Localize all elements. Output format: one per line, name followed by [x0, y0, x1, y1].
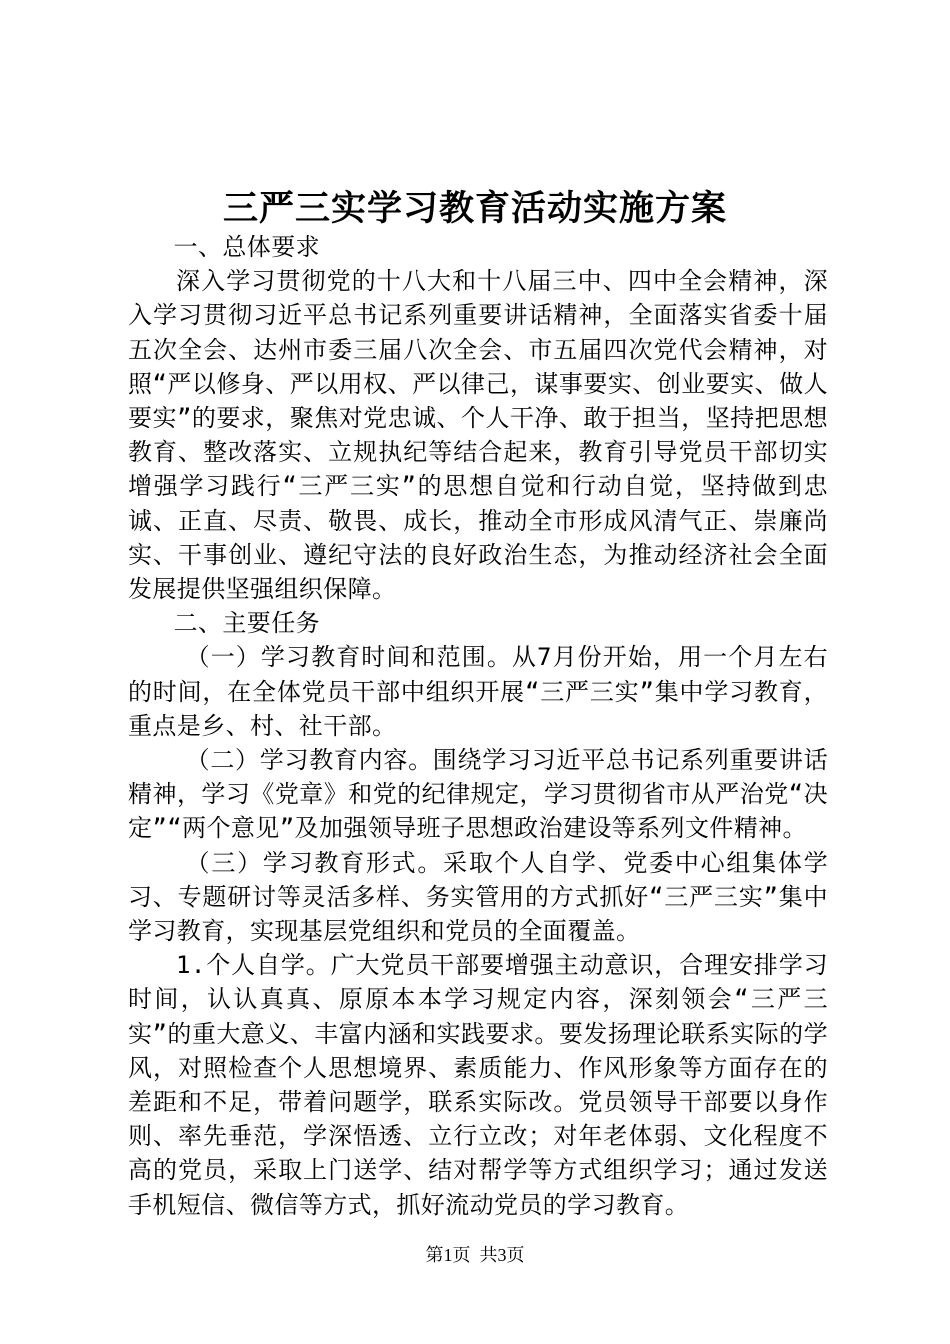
section-heading-main-tasks: 二、主要任务: [173, 609, 320, 638]
paragraph-self-study: 1.个人自学。广大党员干部要增强主动意识，合理安排学习时间，认认真真、原原本本学习规定内容，深刻领会“三严三实”的重大意义、丰富内涵和实践要求。要发扬理论联系实际的学风，对照检查个人思想境界、素质能力、作风形象等方面存在的差距和不足，带着问题学，联系实际改。党员领导干部要以身作则、率先垂范，学深悟透、立行立改；对年老体弱、文化程度不高的党员，采取上门送学、结对帮学等方式组织学习；通过发送手机短信、微信等方式，抓好流动党员的学习教育。: [128, 951, 828, 1219]
paragraph-general-requirements: 深入学习贯彻党的十八大和十八届三中、四中全会精神，深入学习贯彻习近平总书记系列重要讲话精神，全面落实省委十届五次全会、达州市委三届八次全会、市五届四次党代会精神，对照“严以修身、严以用权、严以律己，谋事要实、创业要实、做人要实”的要求，聚焦对党忠诚、个人干净、敢于担当，坚持把思想教育、整改落实、立规执纪等结合起来，教育引导党员干部切实增强学习践行“三严三实”的思想自觉和行动自觉，坚持做到忠诚、正直、尽责、敬畏、成长，推动全市形成风清气正、崇廉尚实、干事创业、遵纪守法的良好政治生态，为推动经济社会全面发展提供坚强组织保障。: [128, 267, 828, 604]
page-footer: 第1页 共3页: [425, 1245, 525, 1265]
paragraph-time-and-scope: （一）学习教育时间和范围。从7月份开始，用一个月左右的时间，在全体党员干部中组织开展“三严三实”集中学习教育，重点是乡、村、社干部。: [128, 643, 828, 740]
section-heading-general-requirements: 一、总体要求: [173, 233, 320, 261]
document-title: 三严三实学习教育活动实施方案: [222, 188, 727, 229]
paragraph-form: （三）学习教育形式。采取个人自学、党委中心组集体学习、专题研讨等灵活多样、务实管用的方式抓好“三严三实”集中学习教育，实现基层党组织和党员的全面覆盖。: [128, 848, 828, 946]
paragraph-content: （二）学习教育内容。围绕学习习近平总书记系列重要讲话精神，学习《党章》和党的纪律规定，学习贯彻省市从严治党“决定”“两个意见”及加强领导班子思想政治建设等系列文件精神。: [128, 746, 828, 843]
document-body: [128, 230, 828, 1222]
